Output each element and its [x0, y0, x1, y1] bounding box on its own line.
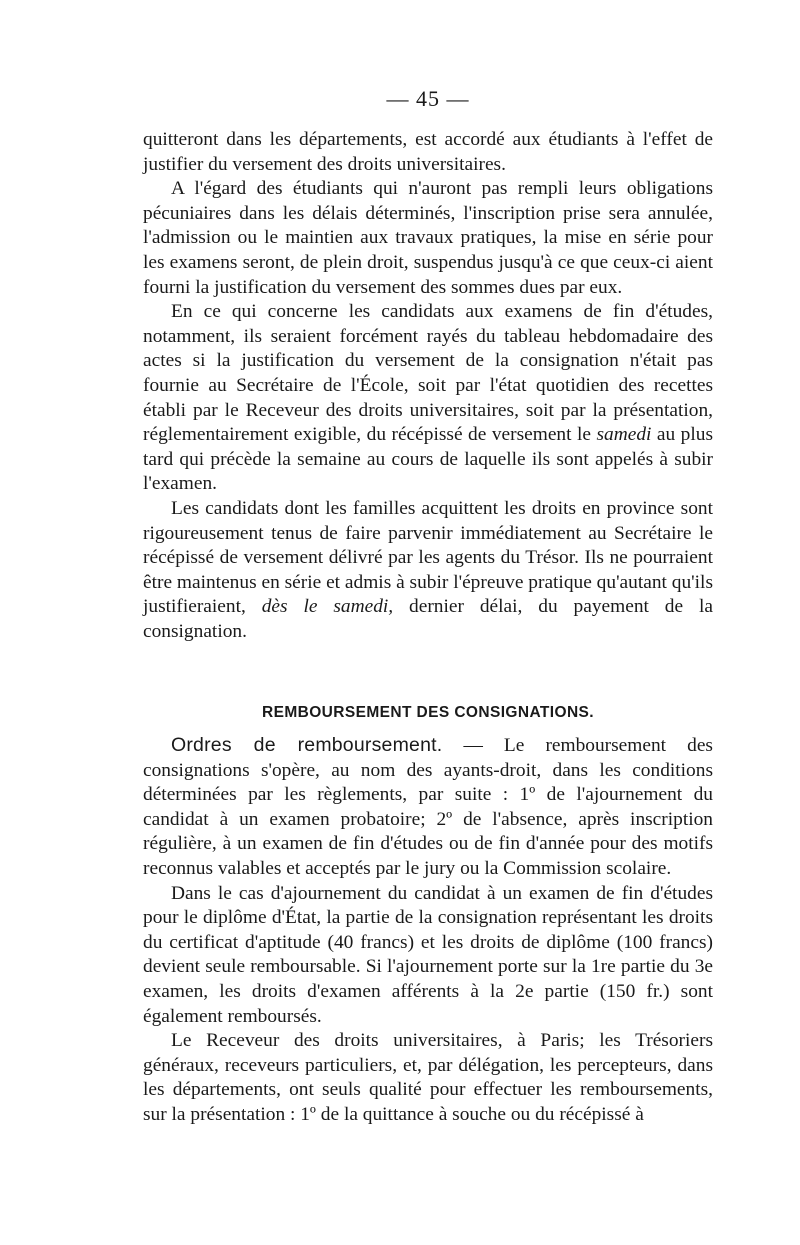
italic-des-le-samedi: dès le samedi,	[261, 596, 394, 618]
paragraph-adjournment: Dans le cas d'ajournement du candidat à un examen de fin d'études pour le diplôme d'État, la partie de la consignation représentant les droits du certificat d'aptitude (40 francs) et les droits de diplôme (100 francs) devient seule remboursable. Si l'ajournement porte sur la 1re partie du 3e examen, les droits d'examen afférents à la 2e partie (150 fr.) sont également remboursés.	[143, 882, 713, 1027]
body-text-refunds	[143, 733, 713, 1128]
paragraph-text: — Le remboursement des consignations s'opère, au nom des ayants-droit, dans les conditions déterminées par les règlements, par suite : 1º de l'ajournement du candidat à un examen probatoire; 2º de l'absence, après inscription régulière, à un examen de fin d'études ou de fin d'année pour des motifs reconnus valables et acceptés par le jury ou la Commission scolaire.	[143, 735, 713, 879]
paragraph-refund-orders	[143, 733, 713, 882]
body-text-top	[143, 128, 713, 644]
paragraph-text: dernier délai, du payement de la consignation.	[143, 596, 713, 642]
paragraph-continuation: quitteront dans les départements, est accordé aux étudiants à l'effet de justifier du versement des droits universitaires.	[143, 129, 713, 175]
paragraph-text: Les candidats dont les familles acquittent les droits en province sont rigoureusement tenus de faire parvenir immédiatement au Secrétaire le récépissé de versement délivré par les agents du Trésor. Ils ne pourraient être maintenus en série et admis à subir l'épreuve pratique qu'autant qu'ils justifieraient,	[143, 497, 713, 618]
subheading: Ordres de remboursement.	[171, 734, 443, 756]
paragraph-receivers: Le Receveur des droits universitaires, à Paris; les Trésoriers généraux, receveurs particuliers, et, par délégation, les percepteurs, dans les départements, ont seuls qualité pour effectuer les remboursements, sur la présentation : 1º de la quittance à souche ou du récépissé à	[143, 1030, 713, 1125]
paragraph-text: au plus tard qui précède la semaine au cours de laquelle ils sont appelés à subir l'examen.	[143, 424, 713, 495]
section-heading: REMBOURSEMENT DES CONSIGNATIONS.	[261, 704, 594, 721]
paragraph-exam-candidates	[143, 300, 713, 497]
italic-samedi: samedi	[596, 424, 652, 446]
paragraph-unpaid-students: A l'égard des étudiants qui n'auront pas rempli leurs obligations pécuniaires dans les délais déterminés, l'inscription prise sera annulée, l'admission ou le maintien aux travaux pratiques, la mise en série pour les examens seront, de plein droit, suspendus jusqu'à ce que ceux-ci aient fourni la justification du versement des sommes dues par eux.	[143, 178, 713, 298]
paragraph-text: En ce qui concerne les candidats aux examens de fin d'études, notamment, ils seraient forcément rayés du tableau hebdomadaire des actes si la justification du versement de la consignation n'était pas fournie au Secrétaire de l'École, soit par l'état quotidien des recettes établi par le Receveur des droits universitaires, soit par la présentation, réglementairement exigible, du récépissé de versement le	[143, 301, 713, 446]
paragraph-province-candidates	[143, 497, 713, 645]
page-number: — 45 —	[386, 86, 470, 111]
